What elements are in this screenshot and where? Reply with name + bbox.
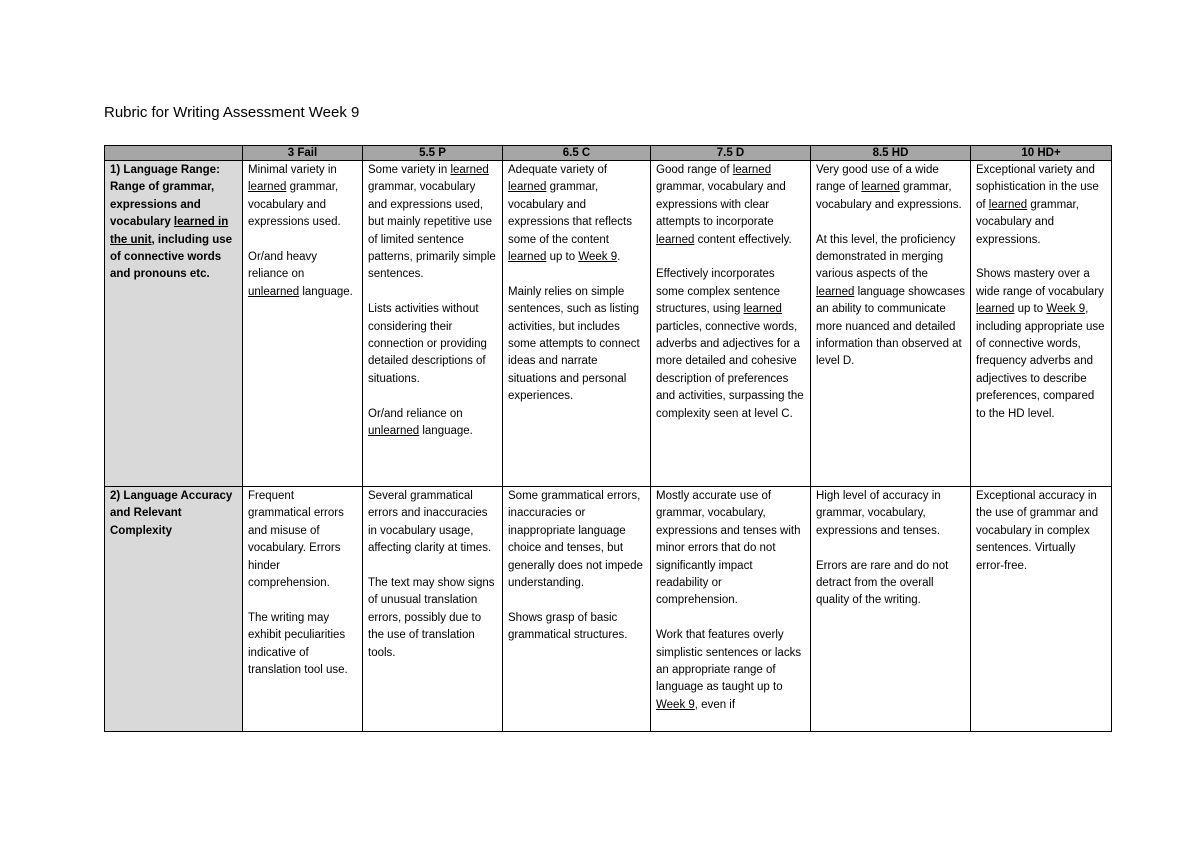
cell-paragraph: Errors are rare and do not detract from the overall quality of the writing. bbox=[816, 559, 949, 607]
cell-accuracy-fail bbox=[243, 487, 363, 732]
cell-range-high-distinction-plus bbox=[971, 161, 1112, 487]
criterion-language-accuracy: 2) Language Accuracy and Relevant Complexity bbox=[105, 487, 243, 732]
cell-paragraph: High level of accuracy in grammar, vocabulary, expressions and tenses. bbox=[816, 490, 941, 537]
cell-paragraph: Exceptional accuracy in the use of grammar and vocabulary in complex sentences. Virtually error-free. bbox=[976, 490, 1099, 572]
cell-paragraph: At this level, the proficiency demonstrated in merging various aspects of the learned language showcases an ability to communicate more nuanced and detailed information than observed at level D. bbox=[816, 233, 965, 368]
cell-paragraph: Mainly relies on simple sentences, such as listing activities, but includes some attempts to connect ideas and narrate situations and personal experiences. bbox=[508, 285, 640, 403]
column-header-criteria bbox=[105, 146, 243, 161]
cell-range-credit bbox=[503, 161, 651, 487]
cell-accuracy-high-distinction bbox=[811, 487, 971, 732]
column-header-credit: 6.5 C bbox=[503, 146, 651, 161]
cell-paragraph: The text may show signs of unusual translation errors, possibly due to the use of translation tools. bbox=[368, 577, 495, 659]
cell-paragraph: Good range of learned grammar, vocabulary and expressions with clear attempts to incorporate learned content effectively. bbox=[656, 164, 792, 246]
cell-range-high-distinction bbox=[811, 161, 971, 487]
cell-paragraph: Shows mastery over a wide range of vocabulary learned up to Week 9, including appropriate use of connective words, frequency adverbs and adjectives to describe preferences, compared to the HD level. bbox=[976, 268, 1105, 420]
cell-paragraph: Effectively incorporates some complex sentence structures, using learned particles, connective words, adverbs and adjectives for a more detailed and cohesive description of preferences and activities, surpassing the complexity seen at level C. bbox=[656, 268, 804, 420]
cell-paragraph: Adequate variety of learned grammar, vocabulary and expressions that reflects some of the content learned up to Week 9. bbox=[508, 164, 633, 264]
column-header-distinction: 7.5 D bbox=[651, 146, 811, 161]
header-row bbox=[105, 146, 1112, 161]
cell-paragraph: Frequent grammatical errors and misuse of vocabulary. Errors hinder comprehension. bbox=[248, 490, 344, 590]
cell-paragraph: The writing may exhibit peculiarities indicative of translation tool use. bbox=[248, 611, 348, 677]
column-header-pass: 5.5 P bbox=[363, 146, 503, 161]
column-header-high-distinction-plus: 10 HD+ bbox=[971, 146, 1112, 161]
cell-paragraph: Shows grasp of basic grammatical structures. bbox=[508, 611, 628, 642]
criterion-language-range: 1) Language Range: Range of grammar, expressions and vocabulary learned in the unit, including use of connective words and pronouns etc. bbox=[105, 161, 243, 487]
cell-paragraph: Mostly accurate use of grammar, vocabulary, expressions and tenses with minor errors that do not significantly impact readability or comprehension. bbox=[656, 490, 801, 607]
rubric-table bbox=[104, 145, 1112, 732]
cell-paragraph: Or/and heavy reliance on unlearned language. bbox=[248, 251, 353, 298]
cell-accuracy-distinction bbox=[651, 487, 811, 732]
cell-paragraph: Or/and reliance on unlearned language. bbox=[368, 407, 473, 438]
cell-paragraph: Lists activities without considering their connection or providing detailed descriptions of situations. bbox=[368, 303, 487, 385]
cell-accuracy-pass bbox=[363, 487, 503, 732]
cell-accuracy-credit bbox=[503, 487, 651, 732]
page-title: Rubric for Writing Assessment Week 9 bbox=[104, 104, 360, 121]
cell-paragraph: Very good use of a wide range of learned grammar, vocabulary and expressions. bbox=[816, 164, 962, 211]
cell-range-pass bbox=[363, 161, 503, 487]
column-header-high-distinction: 8.5 HD bbox=[811, 146, 971, 161]
table-row bbox=[105, 161, 1112, 487]
cell-range-distinction bbox=[651, 161, 811, 487]
column-header-fail: 3 Fail bbox=[243, 146, 363, 161]
cell-paragraph: Several grammatical errors and inaccuracies in vocabulary usage, affecting clarity at times. bbox=[368, 490, 492, 555]
cell-range-fail bbox=[243, 161, 363, 487]
cell-paragraph: Some variety in learned grammar, vocabulary and expressions used, but mainly repetitive use of limited sentence patterns, primarily simple sentences. bbox=[368, 164, 496, 281]
cell-paragraph: Some grammatical errors, inaccuracies or inappropriate language choice and tenses, but generally does not impede understanding. bbox=[508, 490, 643, 590]
cell-paragraph: Work that features overly simplistic sentences or lacks an appropriate range of language as taught up to Week 9, even if bbox=[656, 629, 802, 711]
cell-paragraph: Exceptional variety and sophistication in the use of learned grammar, vocabulary and expressions. bbox=[976, 164, 1099, 246]
cell-paragraph: Minimal variety in learned grammar, vocabulary and expressions used. bbox=[248, 164, 341, 229]
table-row bbox=[105, 487, 1112, 732]
cell-accuracy-high-distinction-plus bbox=[971, 487, 1112, 732]
